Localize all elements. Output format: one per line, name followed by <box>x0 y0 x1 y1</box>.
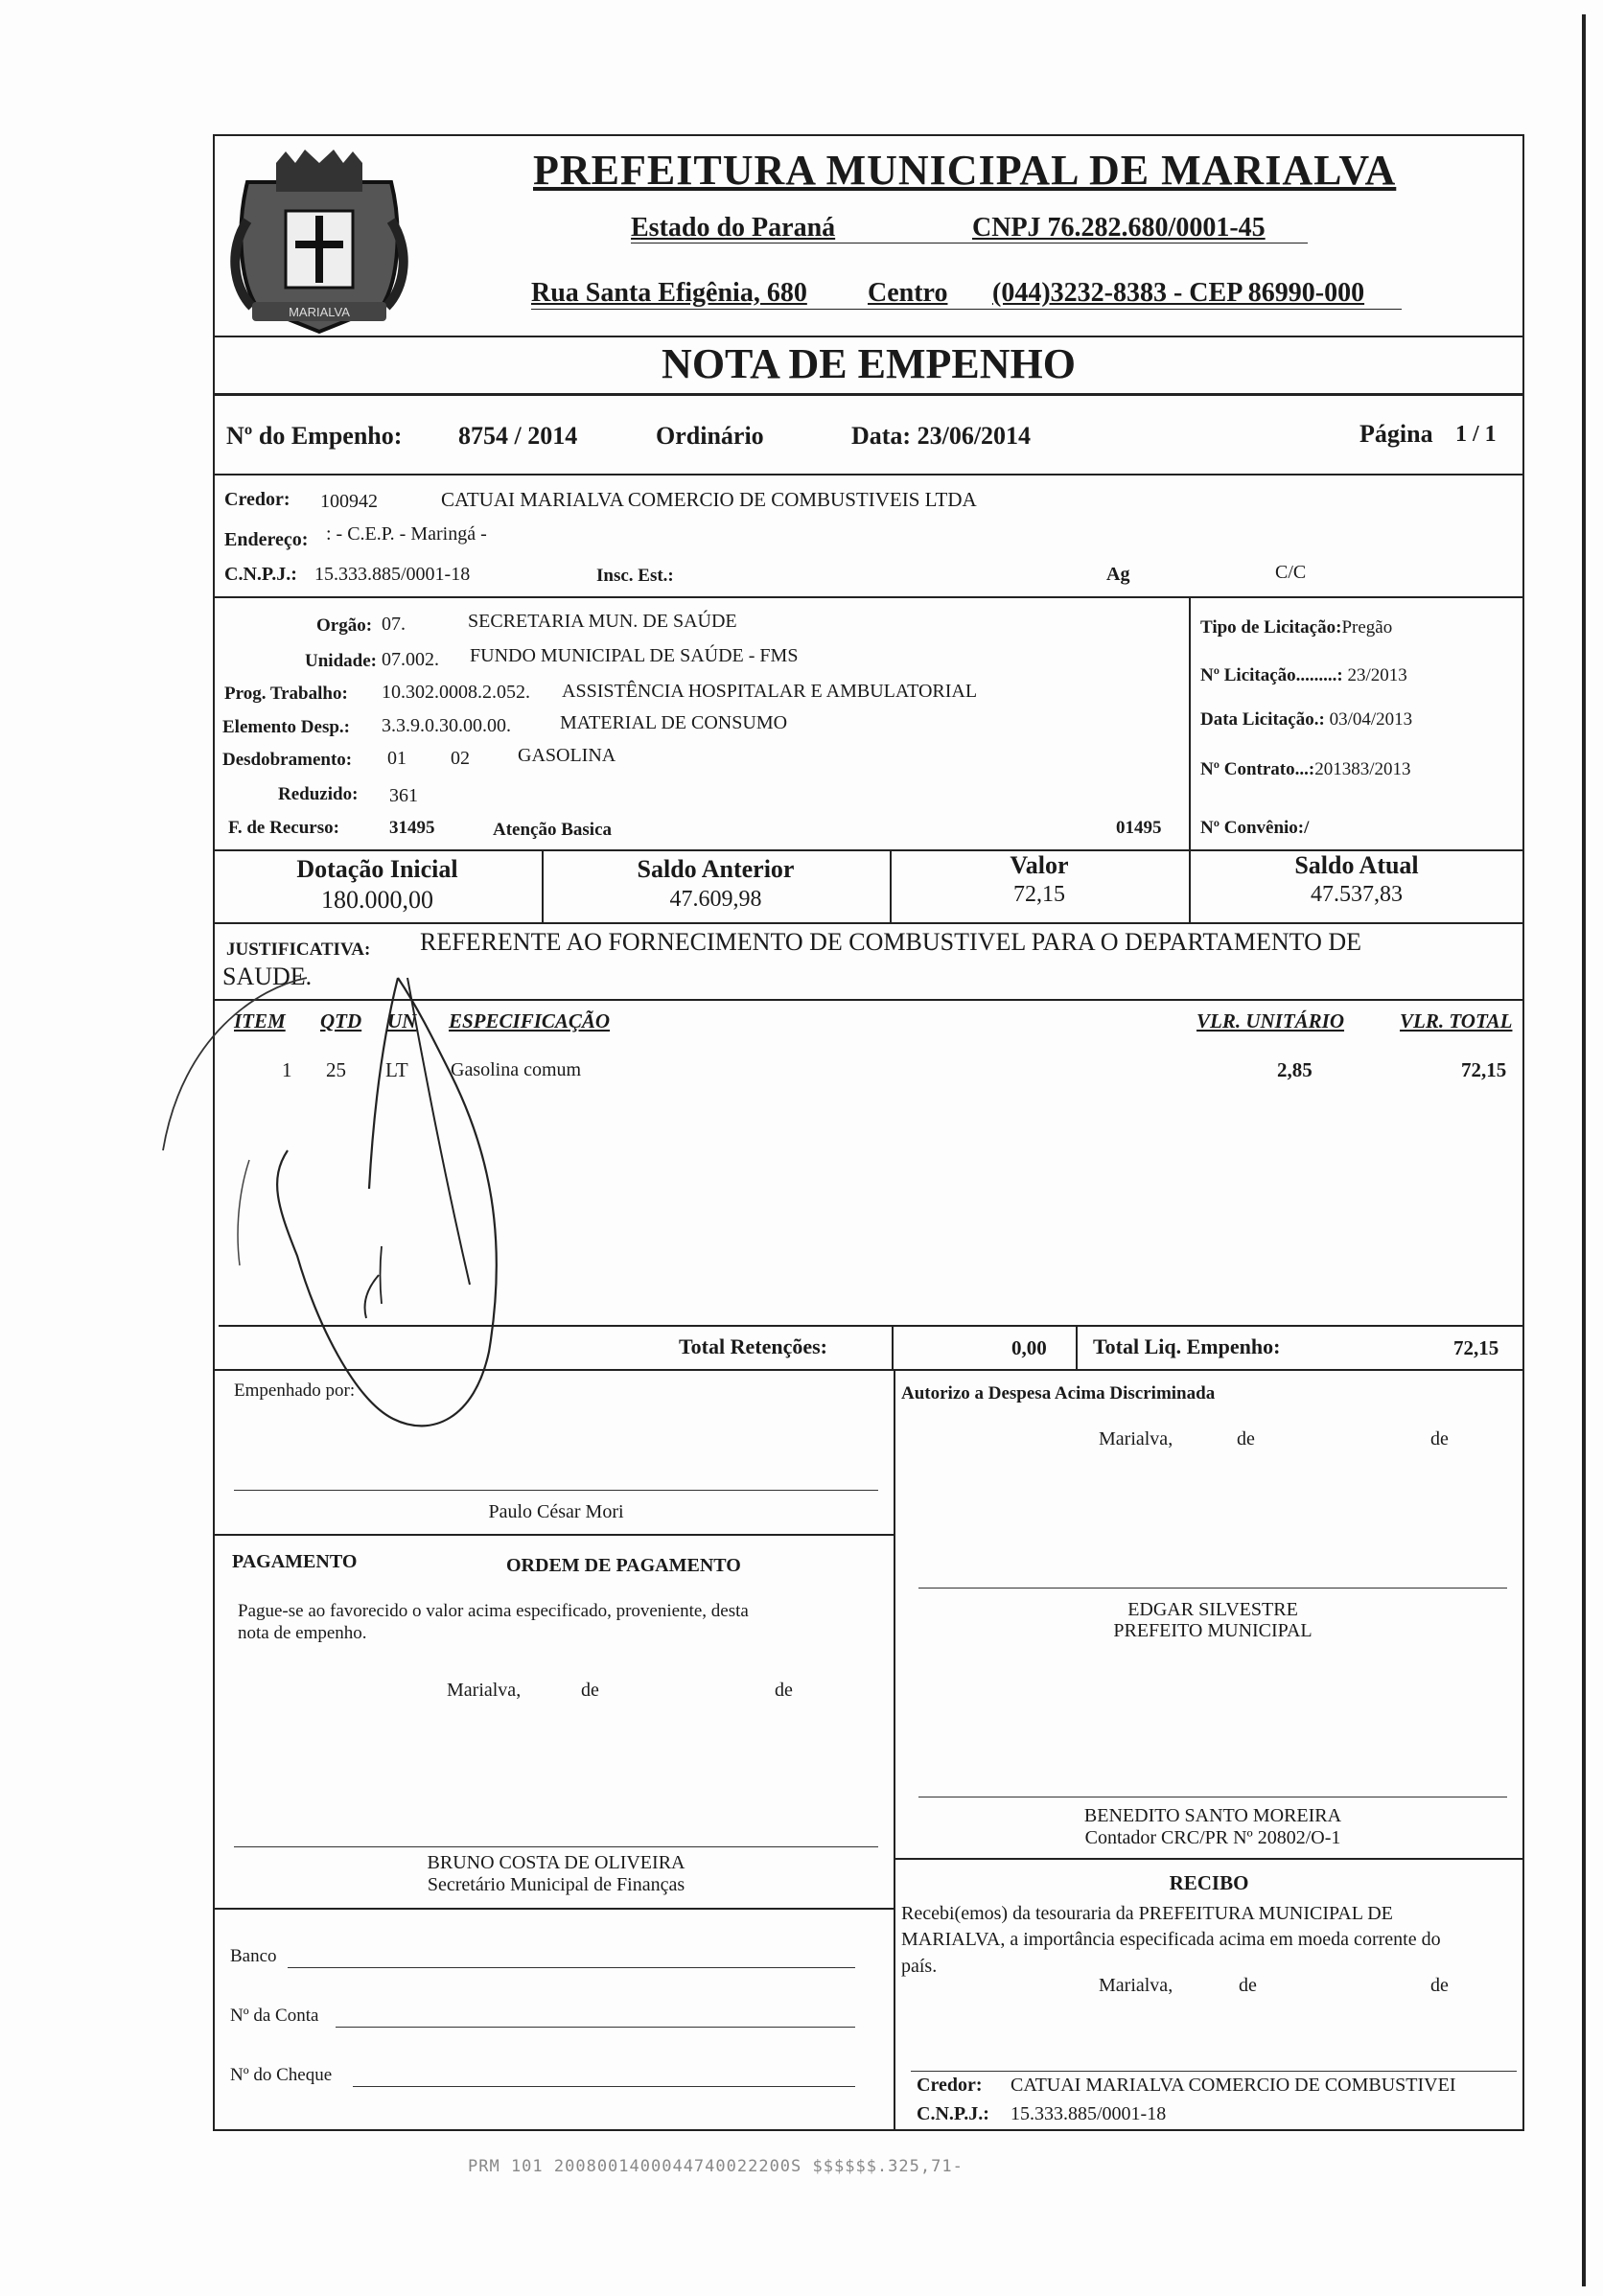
recibo-city: Marialva, <box>1099 1975 1173 1996</box>
fonte-recurso-name: Atenção Basica <box>493 820 613 840</box>
elemento-name: MATERIAL DE CONSUMO <box>560 712 788 733</box>
secretario-signature-line <box>234 1846 878 1847</box>
contador-name: BENEDITO SANTO MOREIRA <box>1083 1805 1342 1826</box>
dotacao-inicial-value: 180.000,00 <box>321 886 433 914</box>
empenhado-por-label: Empenhado por: <box>234 1380 356 1401</box>
valor-label: Valor <box>1010 851 1069 879</box>
saldos-divider <box>213 922 1524 924</box>
ordem-pagamento-label: ORDEM DE PAGAMENTO <box>506 1555 741 1576</box>
secretario-title: Secretário Municipal de Finanças <box>427 1874 685 1895</box>
dotacao-inicial-label: Dotação Inicial <box>296 855 458 883</box>
cheque-field-line <box>353 2086 855 2087</box>
item-unit-value: 2,85 <box>1277 1058 1313 1081</box>
header-phone-cep: (044)3232-8383 - CEP 86990-000 <box>992 278 1365 308</box>
autorizo-de-1: de <box>1237 1428 1255 1449</box>
item-total-value: 72,15 <box>1461 1058 1507 1081</box>
unidade-code: 07.002. <box>382 649 439 670</box>
pagamento-text-line1: Pague-se ao favorecido o valor acima especificado, proveniente, desta <box>238 1601 749 1621</box>
justificativa-text-line1: REFERENTE AO FORNECIMENTO DE COMBUSTIVEL PARA O DEPARTAMENTO DE <box>420 928 1362 956</box>
total-retencoes-value: 0,00 <box>1011 1336 1047 1359</box>
item-quantity: 25 <box>326 1058 346 1081</box>
empenho-divider <box>213 474 1524 475</box>
cc-label: C/C <box>1275 562 1307 583</box>
street-underline-fill <box>531 309 1402 310</box>
convenio-label: Nº Convênio:/ <box>1200 818 1310 838</box>
col-header-item: ITEM <box>234 1009 286 1032</box>
credor-divider <box>213 596 1524 598</box>
totals-top-line <box>219 1325 1524 1327</box>
address-label: Endereço: <box>224 529 309 550</box>
recibo-credor-label: Credor: <box>917 2075 983 2096</box>
credor-label: Credor: <box>224 489 290 510</box>
ag-label: Ag <box>1106 564 1130 585</box>
lower-column-divider <box>894 1369 895 2131</box>
fonte-recurso-code: 31495 <box>389 818 435 838</box>
tipo-licitacao-value: Pregão <box>1341 617 1393 638</box>
header-divider <box>213 336 1524 337</box>
header-district: Centro <box>868 278 948 308</box>
header-title: PREFEITURA MUNICIPAL DE MARIALVA <box>533 147 1397 194</box>
footer-machine-code: PRM 101 2008001400044740022200S $$$$$$.325,71- <box>468 2157 964 2176</box>
fonte-recurso-ref: 01495 <box>1116 818 1162 838</box>
prog-trabalho-label: Prog. Trabalho: <box>224 684 348 704</box>
col-header-qtd: QTD <box>320 1009 362 1032</box>
contrato-label <box>1200 759 1410 780</box>
desdobramento-b: 02 <box>451 748 470 769</box>
justificativa-label: JUSTIFICATIVA: <box>226 939 371 960</box>
elemento-label: Elemento Desp.: <box>222 717 350 737</box>
autorizo-de-2: de <box>1430 1428 1449 1449</box>
empenhado-signature-line <box>234 1490 878 1491</box>
banco-label: Banco <box>230 1946 277 1966</box>
reduzido-label: Reduzido: <box>278 784 359 804</box>
document-title: NOTA DE EMPENHO <box>662 340 1076 387</box>
empenhado-bottom-line <box>213 1534 894 1536</box>
empenho-type: Ordinário <box>656 422 764 450</box>
reduzido-value: 361 <box>389 785 418 806</box>
item-unit: LT <box>385 1058 408 1081</box>
desdobramento-a: 01 <box>387 748 407 769</box>
empenho-label: Nº do Empenho: <box>226 422 403 450</box>
tipo-licitacao-label <box>1200 617 1392 638</box>
header-street: Rua Santa Efigênia, 680 <box>531 278 807 308</box>
justificativa-text-line2: SAUDE. <box>222 962 313 990</box>
scan-edge-line <box>1582 14 1586 2286</box>
desdobramento-name: GASOLINA <box>518 745 616 766</box>
recibo-de-2: de <box>1430 1975 1449 1996</box>
contador-bottom-line <box>894 1858 1524 1860</box>
col-header-spec: ESPECIFICAÇÃO <box>449 1009 611 1032</box>
col-header-unit-value: VLR. UNITÁRIO <box>1196 1009 1345 1032</box>
autorizo-city: Marialva, <box>1099 1428 1173 1449</box>
insc-est-label: Insc. Est.: <box>596 566 674 586</box>
item-spec: Gasolina comum <box>451 1059 582 1080</box>
secretario-name: BRUNO COSTA DE OLIVEIRA <box>427 1852 685 1873</box>
prefeito-name: EDGAR SILVESTRE <box>1127 1599 1298 1620</box>
totals-divider-2 <box>1076 1325 1078 1369</box>
prefeito-title: PREFEITO MUNICIPAL <box>1113 1620 1313 1641</box>
totals-bottom-line <box>213 1369 1524 1371</box>
data-licitacao-label <box>1200 709 1412 731</box>
licitacao-column-divider <box>1189 596 1191 849</box>
address-value: : - C.E.P. - Maringá - <box>326 523 487 545</box>
valor-value: 72,15 <box>1013 882 1065 907</box>
prog-trabalho-code: 10.302.0008.2.052. <box>382 682 530 703</box>
cheque-label: Nº do Cheque <box>230 2065 333 2085</box>
contador-title: Contador CRC/PR Nº 20802/O-1 <box>1084 1827 1341 1848</box>
pagamento-de-2: de <box>775 1680 793 1701</box>
data-licitacao-value: 03/04/2013 <box>1329 709 1413 730</box>
empenho-date: Data: 23/06/2014 <box>851 422 1032 450</box>
credor-cnpj-label: C.N.P.J.: <box>224 564 297 585</box>
total-retencoes-label: Total Retenções: <box>679 1334 827 1358</box>
contrato-value: 201383/2013 <box>1314 759 1411 779</box>
desdobramento-label: Desdobramento: <box>222 750 353 770</box>
items-header-top-line <box>213 999 1524 1001</box>
page-label: Página <box>1359 420 1433 448</box>
num-licitacao-value: 23/2013 <box>1347 665 1407 685</box>
orgao-code: 07. <box>382 614 406 635</box>
pagamento-label: PAGAMENTO <box>232 1551 358 1572</box>
credor-name: CATUAI MARIALVA COMERCIO DE COMBUSTIVEIS LTDA <box>441 488 977 511</box>
banco-field-line <box>288 1967 855 1968</box>
fonte-recurso-label: F. de Recurso: <box>228 818 339 838</box>
recibo-title: RECIBO <box>1169 1871 1249 1894</box>
num-licitacao-label <box>1200 665 1407 686</box>
recibo-text-line1: Recebi(emos) da tesouraria da PREFEITURA MUNICIPAL DE <box>901 1903 1393 1924</box>
contrato-text: Nº Contrato...: <box>1200 759 1315 779</box>
pagamento-text-line2: nota de empenho. <box>238 1623 367 1643</box>
empenho-number: 8754 / 2014 <box>458 422 578 450</box>
data-licitacao-text: Data Licitação.: <box>1200 709 1325 730</box>
saldo-atual-label: Saldo Atual <box>1294 851 1419 879</box>
credor-cnpj: 15.333.885/0001-18 <box>314 564 471 585</box>
conta-label: Nº da Conta <box>230 2006 319 2026</box>
recibo-credor-name: CATUAI MARIALVA COMERCIO DE COMBUSTIVEI <box>1011 2075 1456 2096</box>
num-licitacao-text: Nº Licitação.........: <box>1200 665 1343 685</box>
header-state: Estado do Paraná <box>631 213 836 243</box>
autorizo-text: Autorizo a Despesa Acima Discriminada <box>901 1383 1216 1403</box>
recibo-text-line2: MARIALVA, a importância especificada acima em moeda corrente do <box>901 1929 1441 1950</box>
recibo-de-1: de <box>1239 1975 1257 1996</box>
credor-code: 100942 <box>320 491 378 512</box>
orgao-label: Orgão: <box>316 615 373 636</box>
table-row <box>213 1055 1524 1089</box>
prefeito-signature-line <box>918 1588 1507 1589</box>
saldo-anterior-label: Saldo Anterior <box>637 855 795 883</box>
recibo-text-line3: país. <box>901 1956 938 1977</box>
empenhado-name: Paulo César Mori <box>488 1501 624 1522</box>
saldo-anterior-value: 47.609,98 <box>669 887 762 912</box>
total-liq-label: Total Liq. Empenho: <box>1093 1334 1281 1358</box>
item-number: 1 <box>282 1058 292 1081</box>
conta-field-line <box>336 2027 855 2028</box>
col-header-total-value: VLR. TOTAL <box>1400 1009 1513 1032</box>
pagamento-city: Marialva, <box>447 1680 522 1701</box>
unidade-name: FUNDO MUNICIPAL DE SAÚDE - FMS <box>470 645 799 666</box>
svg-text:MARIALVA: MARIALVA <box>289 305 350 319</box>
orgao-name: SECRETARIA MUN. DE SAÚDE <box>468 611 737 632</box>
recibo-cnpj-label: C.N.P.J.: <box>917 2103 989 2124</box>
recibo-signature-line <box>911 2071 1517 2072</box>
unidade-label: Unidade: <box>305 651 377 671</box>
municipal-coat-of-arms-logo <box>228 144 410 336</box>
title-divider <box>213 393 1524 396</box>
prog-trabalho-name: ASSISTÊNCIA HOSPITALAR E AMBULATORIAL <box>562 681 978 702</box>
pagamento-de-1: de <box>581 1680 599 1701</box>
recibo-cnpj: 15.333.885/0001-18 <box>1011 2103 1167 2124</box>
page-number: 1 / 1 <box>1455 422 1497 447</box>
col-header-un: UN <box>387 1009 417 1032</box>
secretario-bottom-line <box>213 1908 894 1910</box>
totals-divider-1 <box>892 1325 894 1369</box>
saldo-atual-value: 47.537,83 <box>1311 882 1403 907</box>
header-cnpj: CNPJ 76.282.680/0001-45 <box>972 213 1266 243</box>
elemento-code: 3.3.9.0.30.00.00. <box>382 715 511 736</box>
tipo-licitacao-text: Tipo de Licitação: <box>1200 617 1342 638</box>
total-liq-value: 72,15 <box>1453 1336 1499 1359</box>
